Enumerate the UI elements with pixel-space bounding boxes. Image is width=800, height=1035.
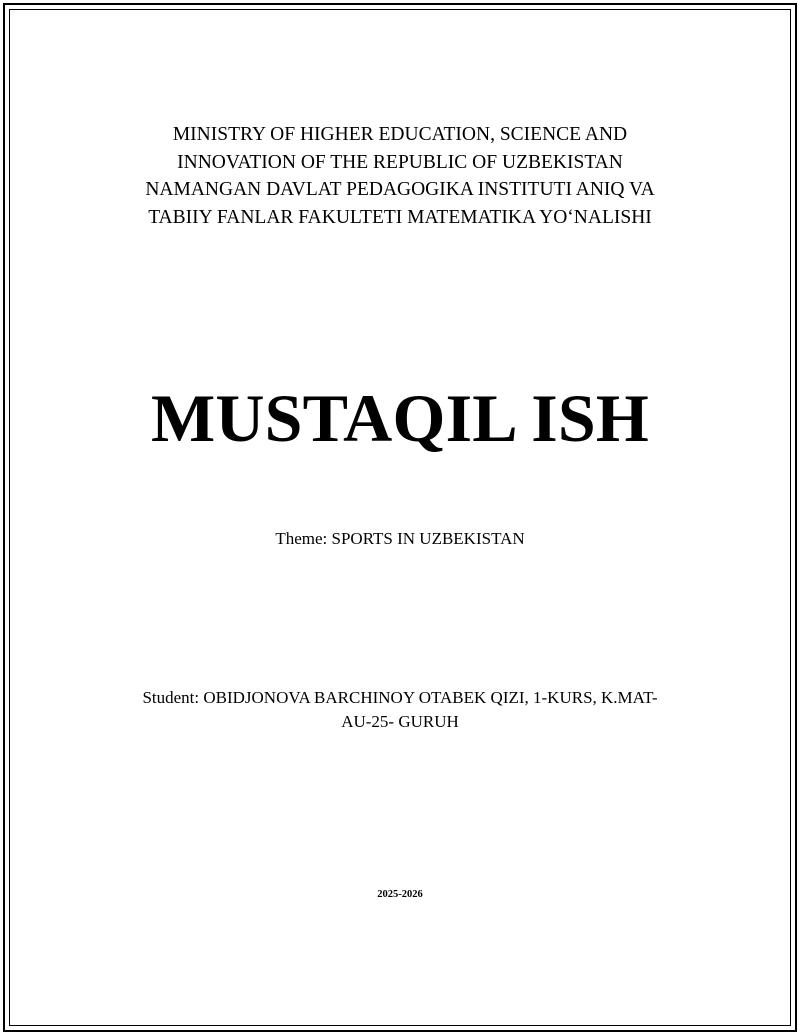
theme-line: Theme: SPORTS IN UZBEKISTAN <box>275 529 525 548</box>
header-line-1: MINISTRY OF HIGHER EDUCATION, SCIENCE AND <box>172 124 628 145</box>
student-line-1: Student: OBIDJONOVA BARCHINOY OTABEK QIZI, 1-KURS, K.MAT- <box>142 688 658 707</box>
student-info <box>0 686 800 734</box>
student-line-2: AU-25- GURUH <box>341 712 459 731</box>
institution-header <box>0 121 800 231</box>
header-line-2: INNOVATION OF THE REPUBLIC OF UZBEKISTAN <box>177 151 623 173</box>
document-title: MUSTAQIL ISH <box>150 380 650 456</box>
academic-year: 2025-2026 <box>377 889 423 900</box>
header-line-3: NAMANGAN DAVLAT PEDAGOGIKA INSTITUTI ANIQ VA <box>145 179 655 200</box>
header-line-4: TABIIY FANLAR FAKULTETI MATEMATIKA YO‘NALISHI <box>148 206 652 228</box>
